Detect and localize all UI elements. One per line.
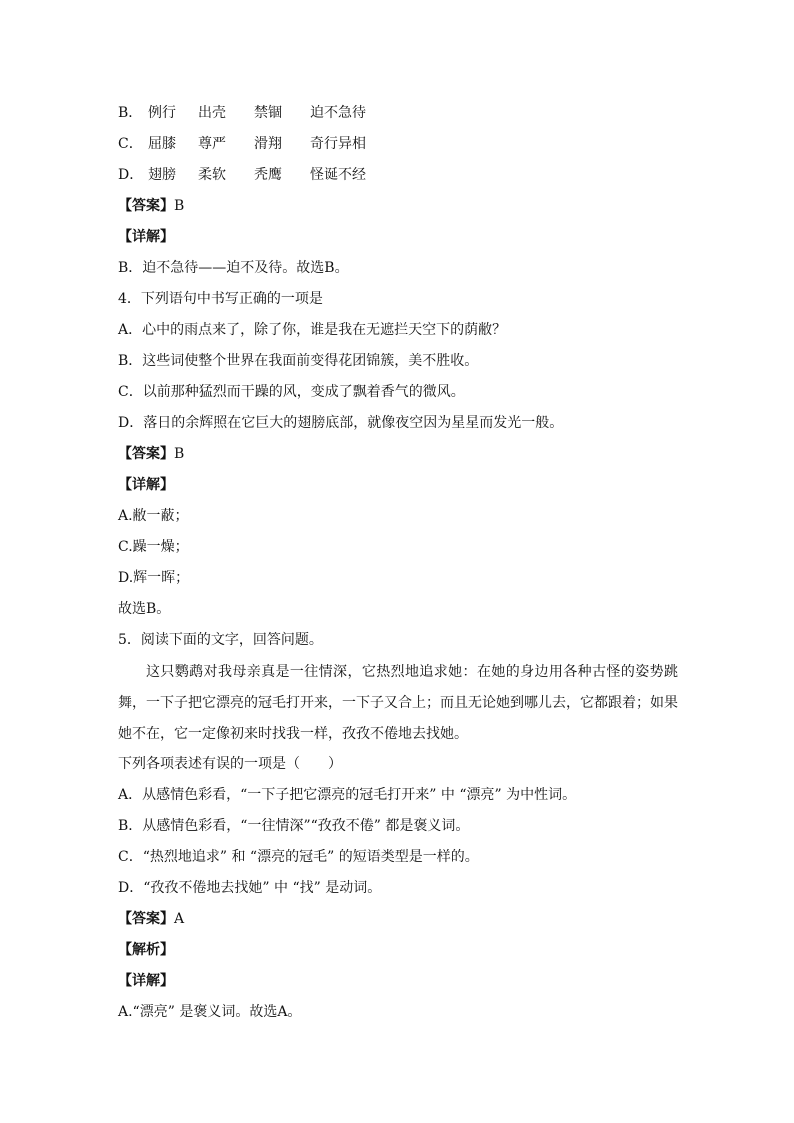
q4-detail-tag: 【详解】 — [118, 477, 174, 493]
q5-detail-tag: 【详解】 — [118, 973, 174, 989]
q3-option-b — [118, 103, 366, 123]
q5-question: 下列各项表述有误的一项是（ ） — [118, 756, 342, 772]
option-label: B． — [118, 105, 143, 121]
q4-detail-line: 故选B。 — [118, 601, 171, 617]
q5-option-a: A．从感情色彩看，“一下子把它漂亮的冠毛打开来” 中 “漂亮” 为中性词。 — [118, 787, 577, 803]
q3-detail-tag: 【详解】 — [118, 229, 174, 245]
q3-answer — [118, 196, 184, 216]
answer-value: B — [174, 446, 185, 462]
q5-analysis-tag: 【解析】 — [118, 942, 174, 958]
answer-value: B — [174, 198, 185, 214]
q4-stem: 4．下列语句中书写正确的一项是 — [118, 291, 323, 307]
q4-option-a: A．心中的雨点来了，除了你，谁是我在无遮拦天空下的荫敝？ — [118, 322, 507, 338]
answer-tag: 【答案】 — [118, 198, 174, 214]
q5-detail: A.“漂亮” 是褒义词。故选A。 — [118, 1004, 302, 1020]
q5-option-b: B．从感情色彩看，“一往情深”“孜孜不倦” 都是褒义词。 — [118, 818, 470, 834]
option-word: 例行 — [148, 105, 176, 121]
q4-option-c: C．以前那种猛烈而干躁的风，变成了飘着香气的微风。 — [118, 384, 465, 400]
option-word: 禁锢 — [254, 105, 282, 121]
q4-detail-line: C.躁一燥； — [118, 539, 189, 555]
q4-detail-line: A.敝一蔽； — [118, 508, 189, 524]
q3-detail: B．迫不急待——迫不及待。故选B。 — [118, 260, 349, 276]
option-word: 迫不急待 — [310, 105, 366, 121]
option-label: C． — [118, 136, 143, 152]
q3-option-c — [118, 134, 366, 154]
q4-answer — [118, 444, 184, 464]
q4-detail-line: D.辉一晖； — [118, 570, 190, 586]
answer-tag: 【答案】 — [118, 911, 174, 927]
q5-option-c: C．“热烈地追求” 和 “漂亮的冠毛” 的短语类型是一样的。 — [118, 849, 479, 865]
option-word: 奇行异相 — [310, 136, 366, 152]
q5-passage: 这只鹦鹉对我母亲真是一往情深，它热烈地追求她：在她的身边用各种古怪的姿势跳舞，一下子把它漂亮的冠毛打开来，一下子又合上；而且无论她到哪儿去，它都跟着；如果她不在，它一定像初来时找我一样，孜孜不倦地去找她。 — [118, 664, 678, 742]
answer-tag: 【答案】 — [118, 446, 174, 462]
option-word: 柔软 — [198, 167, 226, 183]
answer-value: A — [174, 911, 185, 927]
q5-stem: 5．阅读下面的文字，回答问题。 — [118, 632, 323, 648]
q4-option-d: D．落日的余辉照在它巨大的翅膀底部，就像夜空因为星星而发光一般。 — [118, 415, 564, 431]
q5-option-d: D．“孜孜不倦地去找她” 中 “找” 是动词。 — [118, 880, 382, 896]
option-word: 秃鹰 — [254, 167, 282, 183]
option-word: 出壳 — [198, 105, 226, 121]
option-word: 怪诞不经 — [310, 167, 366, 183]
option-word: 翅膀 — [148, 167, 176, 183]
option-word: 滑翔 — [254, 136, 282, 152]
q3-option-d — [118, 165, 366, 185]
option-label: D． — [118, 167, 144, 183]
option-word: 屈膝 — [148, 136, 176, 152]
q4-option-b: B．这些词使整个世界在我面前变得花团锦簇，美不胜收。 — [118, 353, 479, 369]
q5-answer — [118, 909, 184, 929]
option-word: 尊严 — [198, 136, 226, 152]
